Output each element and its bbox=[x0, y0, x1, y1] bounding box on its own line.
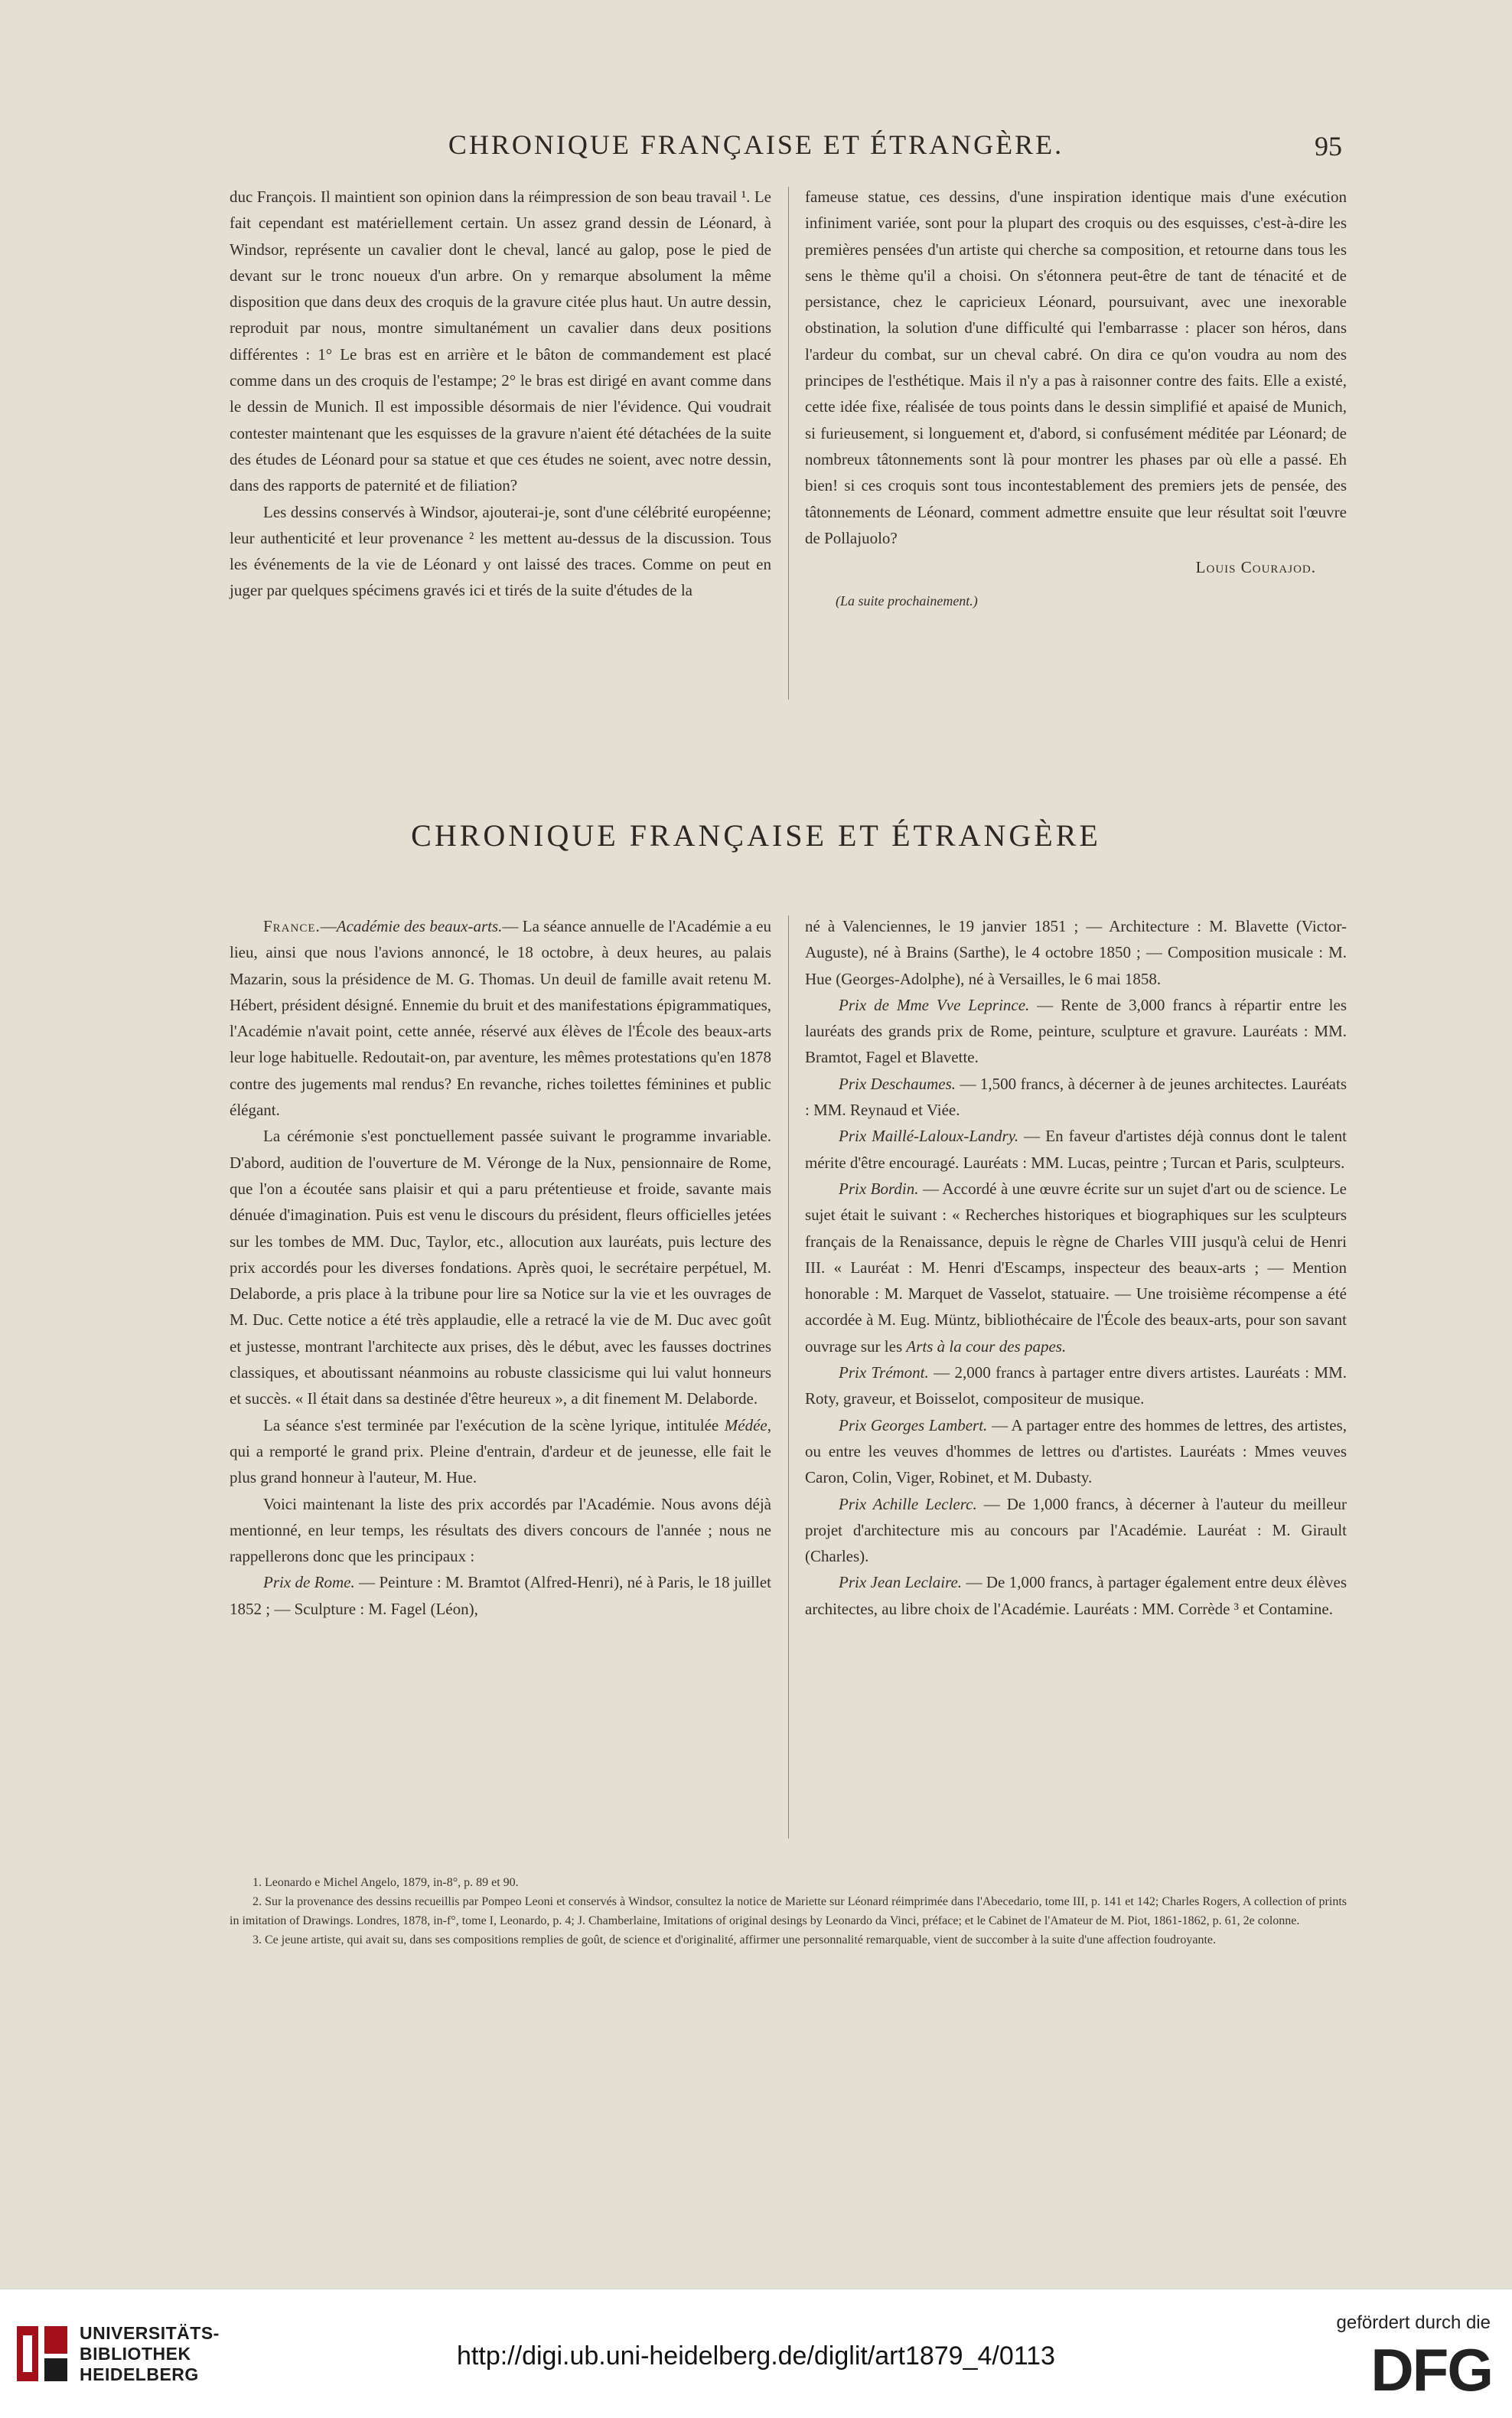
paragraph: né à Valenciennes, le 19 janvier 1851 ; — Architecture : M. Blavette (Victor-Auguste), né à Brains (Sarthe), le 4 octobre 1850 ; — Composition musicale : M. Hue (Georges-Adolphe), né à Versailles, le 6 mai 1858. bbox=[805, 917, 1347, 988]
paragraph-text: — De 1,000 francs, à décerner à l'auteur du meilleur projet d'architecture mis au concours par l'Académie. Lauréat : M. Girault (Charles). bbox=[805, 1494, 1347, 1566]
funding-caption: gefördert durch die bbox=[1336, 2312, 1491, 2333]
paragraph bbox=[805, 1359, 1347, 1412]
paragraph: Voici maintenant la liste des prix accordés par l'Académie. Nous avons déjà mentionné, en leur temps, les résultats des divers concours de l'année ; nous ne rappellerons donc que les principaux : bbox=[230, 1494, 771, 1566]
permalink-url[interactable]: http://digi.ub.uni-heidelberg.de/diglit/art1879_4/0113 bbox=[457, 2341, 1055, 2371]
dfg-logo-icon: DFG bbox=[1370, 2336, 1492, 2403]
paragraph bbox=[805, 1123, 1347, 1176]
prize-name: Prix Jean Leclaire. bbox=[839, 1573, 963, 1592]
top-right-column bbox=[805, 184, 1347, 615]
bottom-right-column bbox=[805, 913, 1347, 1622]
paragraph bbox=[805, 1071, 1347, 1124]
paragraph-text: — Peinture : M. Bramtot (Alfred-Henri), né à Paris, le 18 juillet 1852 ; — Sculpture : M. Fagel (Léon), bbox=[230, 1573, 771, 1618]
footnote: 1. Leonardo e Michel Angelo, 1879, in-8°, p. 89 et 90. bbox=[253, 1876, 519, 1889]
page-number: 95 bbox=[1315, 131, 1342, 162]
column-rule bbox=[788, 187, 789, 700]
paragraph: France.—Académie des beaux-arts.— La séance annuelle de l'Académie a eu lieu, ainsi que nous l'avions annoncé, le 18 octobre, à deux heures, au palais Mazarin, sous la présidence de M. G. Thomas. Un deuil de famille avait retenu M. Hébert, président désigné. Ennemie du bruit et des manifestations épigrammatiques, l'Académie n'avait point, cette année, réservé aux élèves de l'École des beaux-arts leur loge habituelle. Redoutait-on, par aventure, les mêmes protestations qu'en 1878 contre des jugements mal rendus? En revanche, riches toilettes féminines et public élégant. bbox=[230, 917, 771, 1120]
work-title: Arts à la cour des papes. bbox=[906, 1336, 1067, 1356]
footnote: 2. Sur la provenance des dessins recueillis par Pompeo Leoni et conservés à Windsor, consultez la notice de Mariette sur Léonard réimprimée dans l'Abecedario, tome III, p. 141 et 142; Charles Rogers, A collection of prints in imitation of Drawings. Londres, 1878, in-f°, tome I, Leonardo, p. 4; J. Chamberlaine, Imitations of original desings by Leonardo da Vinci, préface; et le Cabinet de l'Amateur de M. Piot, 1861-1862, p. 61, 2e colonne. bbox=[230, 1895, 1347, 1927]
prize-name: Prix Achille Leclerc. bbox=[839, 1494, 977, 1513]
library-name-line: UNIVERSITÄTS- bbox=[80, 2323, 220, 2343]
paragraph-text: — Rente de 3,000 francs à répartir entre les lauréats des grands prix de Rome, peinture, sculpture et gravure. Lauréats : MM. Bramtot, Fagel et Blavette. bbox=[805, 995, 1347, 1067]
continuation-note: (La suite prochainement.) bbox=[836, 593, 978, 609]
paragraph: fameuse statue, ces dessins, d'une inspiration identique mais d'une exécution infiniment variée, sont pour la plupart des croquis ou des esquisses, c'est-à-dire les premières pensées d'un artiste qui cherche sa composition, et retourne dans tous les sens le thème qu'il a choisi. On s'étonnera peut-être de tant de ténacité et de persistance, chez le capricieux Léonard, poursuivant, avec une inexorable obstination, la solution d'une difficulté qui l'embarrasse : placer son héros, dans l'ardeur du combat, sur un cheval cabré. On dira ce qu'on voudra au nom des principes de l'esthétique. Mais il n'y a pas à raisonner contre des faits. Elle a existé, cette idée fixe, réalisée de tous points dans le dessin simplifié et apaisé de Munich, si furieusement, si longuement et, d'abord, si confusément méditée par Léonard; de nombreux tâtonnements sont là pour montrer les phases par où elle a passé. Eh bien! si ces croquis sont tous incontestablement des premiers jets de pensée, des tâtonnements de Léonard, comment admettre ensuite que leur résultat soit l'œuvre de Pollajuolo? bbox=[805, 188, 1347, 547]
paragraph-text: — De 1,000 francs, à partager également entre deux élèves architectes, au libre choix de l'Académie. Lauréats : MM. Corrède ³ et Contamine. bbox=[805, 1573, 1347, 1618]
paragraph-text: — 1,500 francs, à décerner à de jeunes architectes. Lauréats : MM. Reynaud et Viée. bbox=[805, 1074, 1347, 1120]
paragraph-text: — En faveur d'artistes déjà connus dont le talent mérite d'être encouragé. Lauréats : MM. Lucas, peintre ; Turcan et Paris, sculpteurs. bbox=[805, 1127, 1347, 1172]
paragraph-text: — Accordé à une œuvre écrite sur un sujet d'art ou de science. Le sujet était le suivant : « Recherches historiques et biographiques sur les sculpteurs français de la Renaissance, depuis le règne de Charles VIII jusqu'à celui de Henri III. « Lauréat : M. Henri d'Escamps, inspecteur des beaux-arts ; — Mention honorable : M. Marquet de Vasselot, statuaire. — Une troisième récompense a été accordée à M. Eug. Müntz, bibliothécaire de l'École des beaux-arts, pour son savant ouvrage sur les bbox=[805, 1179, 1347, 1356]
column-rule bbox=[788, 915, 789, 1839]
work-title: Médée bbox=[724, 1415, 767, 1434]
paragraph bbox=[230, 1412, 771, 1491]
prize-name: Prix Deschaumes. bbox=[839, 1074, 956, 1093]
section-title: CHRONIQUE FRANÇAISE ET ÉTRANGÈRE bbox=[411, 818, 1101, 853]
paragraph bbox=[805, 1176, 1347, 1359]
paragraph bbox=[805, 992, 1347, 1071]
paragraph-text: — A partager entre des hommes de lettres, des artistes, ou entre les veuves d'hommes de lettres ou d'artistes. Lauréats : Mmes veuves Caron, Colin, Viger, Robinet, et M. Dubasty. bbox=[805, 1415, 1347, 1487]
lead-label: France. bbox=[263, 917, 321, 935]
paragraph: Les dessins conservés à Windsor, ajouterai-je, sont d'une célébrité européenne; leur authenticité et leur provenance ² les mettent au-dessus de la discussion. Tous les événements de la vie de Léonard y ont laissé des traces. Comme on peut en juger par quelques spécimens gravés ici et tirés de la suite d'études de la bbox=[230, 502, 771, 600]
paragraph-text: — 2,000 francs à partager entre divers artistes. Lauréats : MM. Roty, graveur, et Boisselot, compositeur de musique. bbox=[805, 1363, 1347, 1408]
bottom-left-column bbox=[230, 913, 771, 1622]
prize-name: Prix Bordin. bbox=[839, 1179, 919, 1198]
library-name-line: HEIDELBERG bbox=[80, 2364, 199, 2384]
prize-name: Prix Georges Lambert. bbox=[839, 1415, 988, 1434]
prize-name: Prix de Mme Vve Leprince. bbox=[839, 995, 1030, 1014]
author-signature: Louis Courajod. bbox=[1195, 558, 1316, 577]
paragraph: duc François. Il maintient son opinion dans la réimpression de son beau travail ¹. Le fait cependant est matériellement certain. Un assez grand dessin de Léonard, à Windsor, représente un cavalier dont le cheval, lancé au galop, pose le pied de devant sur le tronc noueux d'un arbre. On y remarque absolument la même disposition que dans deux des croquis de la gravure citée plus haut. Un autre dessin, reproduit par nous, montre simultanément un cavalier dans deux positions différentes : 1° Le bras est en arrière et le bâton de commandement est placé comme dans un des croquis de l'estampe; 2° le bras est dirigé en avant comme dans le dessin de Munich. Il est impossible désormais de nier l'évidence. Qui voudrait contester maintenant que les esquisses de la gravure n'aient été détachées de la suite des études de Léonard pour sa statue et que ces études ne soient, avec notre dessin, dans des rapports de paternité et de filiation? bbox=[230, 188, 771, 495]
prize-name: Prix Maillé-Laloux-Landry. bbox=[839, 1127, 1019, 1146]
running-head: CHRONIQUE FRANÇAISE ET ÉTRANGÈRE. bbox=[448, 129, 1064, 160]
paragraph-text: La séance s'est terminée par l'exécution de la scène lyrique, intitulée bbox=[263, 1415, 725, 1434]
footnote: 3. Ce jeune artiste, qui avait su, dans ses compositions remplies de goût, de science et d'originalité, affirmer une personnalité remarquable, vient de succomber à la suite d'une affection foudroyante. bbox=[253, 1933, 1216, 1946]
lead-subject: Académie des beaux-arts. bbox=[336, 917, 503, 935]
paragraph-text: — La séance annuelle de l'Académie a eu lieu, ainsi que nous l'avions annoncé, le 18 octobre, à deux heures, au palais Mazarin, sous la présidence de M. G. Thomas. Un deuil de famille avait retenu M. Hébert, président désigné. Ennemie du bruit et des manifestations épigrammatiques, l'Académie n'avait point, cette année, réservé aux élèves de l'École des beaux-arts leur loge habituelle. Redoutait-on, par aventure, les mêmes protestations qu'en 1878 contre des jugements mal rendus? En revanche, riches toilettes féminines et public élégant. bbox=[230, 917, 771, 1120]
paragraph bbox=[805, 1569, 1347, 1622]
library-name-line: BIBLIOTHEK bbox=[80, 2344, 191, 2364]
paragraph bbox=[805, 1412, 1347, 1491]
paragraph bbox=[805, 1491, 1347, 1570]
prize-name: Prix Trémont. bbox=[839, 1363, 929, 1382]
paragraph bbox=[230, 1569, 771, 1622]
prize-name: Prix de Rome. bbox=[263, 1573, 355, 1592]
paragraph: La cérémonie s'est ponctuellement passée suivant le programme invariable. D'abord, audition de l'ouverture de M. Véronge de la Nux, pensionnaire de Rome, que l'on a écoutée sans plaisir et qui a paru prétentieuse et froide, savante mais dénuée d'imagination. Puis est venu le discours du président, fleurs officielles jetées sur les tombes de MM. Duc, Taylor, etc., allocution aux lauréats, puis lecture des prix accordés pour les diverses fondations. Après quoi, le secrétaire perpétuel, M. Delaborde, a pris place à la tribune pour lire sa Notice sur la vie et les ouvrages de M. Duc. Cette notice a été très applaudie, elle a retracé la vie de M. Duc avec goût et justesse, montrant l'architecte aux prises, dès le début, avec les fausses doctrines classiques, et aboutissant néanmoins au robuste classicisme qui lui valut honneurs et succès. « Il était dans sa destinée d'être heureux », a dit finement M. Delaborde. bbox=[230, 1127, 771, 1408]
paragraph-text: , qui a remporté le grand prix. Pleine d'entrain, d'ardeur et de jeunesse, elle fait le plus grand honneur à l'auteur, M. Hue. bbox=[230, 1415, 771, 1487]
viewer-footer bbox=[0, 2289, 1512, 2418]
footnotes bbox=[230, 1873, 1347, 1950]
top-left-column bbox=[230, 184, 771, 604]
